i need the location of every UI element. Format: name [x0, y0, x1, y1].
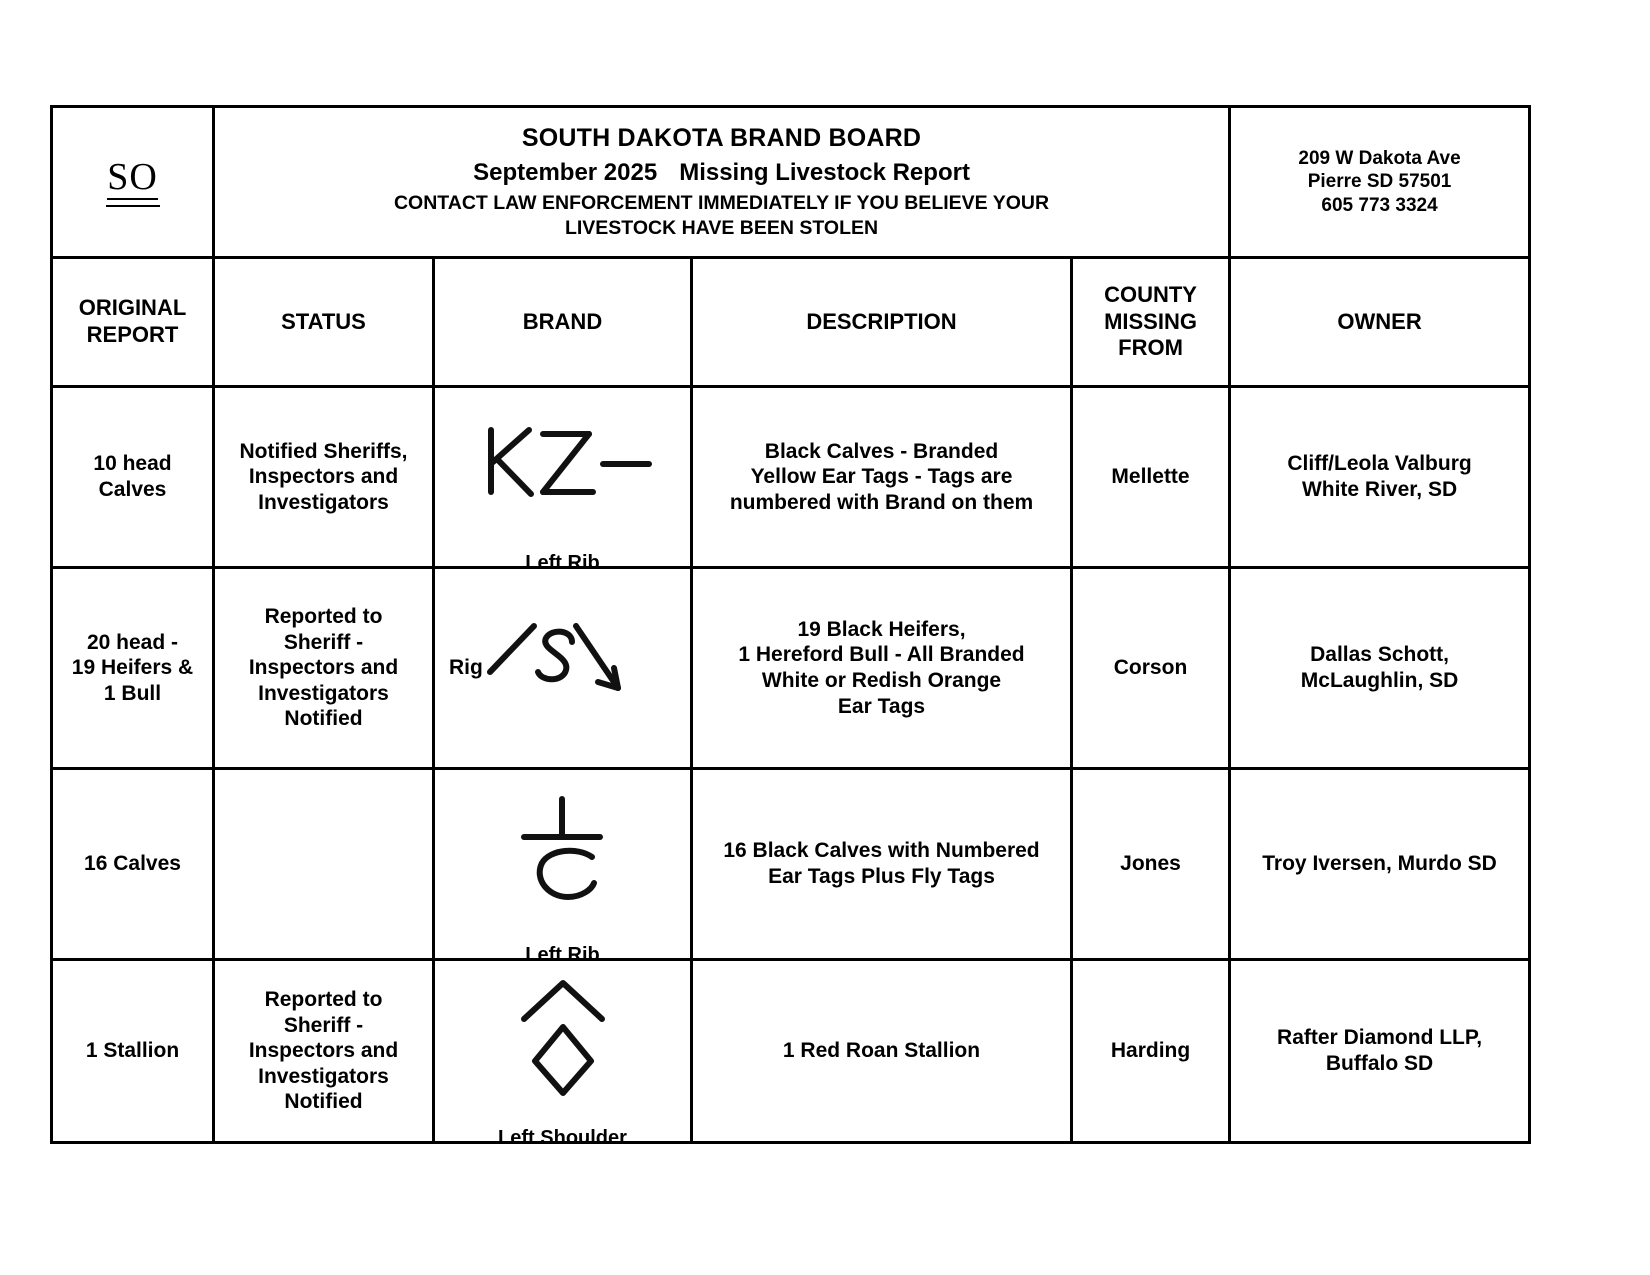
cell-original-report — [52, 960, 214, 1143]
cell-owner — [1230, 769, 1530, 960]
cell-original-report — [52, 769, 214, 960]
table-row — [52, 769, 1530, 960]
status-line2: Sheriff - — [283, 630, 364, 654]
t-over-c-brand-icon — [441, 761, 684, 941]
owner-line2: McLaughlin, SD — [1300, 669, 1459, 692]
cell-description — [692, 769, 1072, 960]
table-column-headers — [52, 258, 1530, 387]
address-phone: 605 773 3324 — [1321, 194, 1438, 216]
cell-owner — [1230, 568, 1530, 769]
column-header-original-report-line2: REPORT — [86, 322, 179, 347]
kz-brand-icon — [441, 379, 684, 549]
rafter-diamond-brand-icon — [441, 952, 684, 1124]
cell-status — [214, 568, 434, 769]
column-header-original-report-line1: ORIGINAL — [78, 295, 187, 321]
org-title: SOUTH DAKOTA BRAND BOARD — [521, 123, 922, 152]
owner-line1: Cliff/Leola Valburg — [1287, 452, 1472, 476]
table-row — [52, 960, 1530, 1143]
agency-address-cell — [1230, 107, 1530, 258]
status-line1: Reported to — [264, 604, 383, 628]
status-line2: Sheriff - — [283, 1013, 364, 1037]
description-line1: Black Calves - Branded — [764, 439, 999, 463]
original-report-line1: 16 Calves — [84, 852, 181, 876]
status-line4: Investigators — [258, 681, 389, 705]
original-report-line1: 10 head — [93, 452, 172, 476]
owner-line1: Dallas Schott, — [1310, 643, 1449, 667]
original-report-line2: Calves — [98, 478, 167, 501]
status-line2: Inspectors and — [248, 465, 399, 489]
description-line1: 1 Red Roan Stallion — [782, 1039, 981, 1063]
document-title-cell — [214, 107, 1230, 258]
status-line5: Notified — [284, 707, 363, 731]
law-enforcement-notice — [221, 191, 1222, 241]
cell-original-report — [52, 387, 214, 568]
cell-brand — [434, 568, 692, 769]
column-header-county-line3: FROM — [1118, 335, 1183, 361]
description-line2: Ear Tags Plus Fly Tags — [768, 865, 995, 888]
description-line3: White or Redish Orange — [761, 669, 1002, 692]
brand-location: Left Shoulder — [498, 1126, 627, 1149]
cell-status — [214, 769, 434, 960]
cell-original-report — [52, 568, 214, 769]
status-line5: Notified — [284, 1090, 363, 1114]
cell-brand — [434, 387, 692, 574]
missing-livestock-table — [50, 105, 1531, 1149]
status-line3: Inspectors and — [248, 656, 399, 680]
column-header-status: STATUS — [214, 258, 434, 387]
status-line3: Investigators — [258, 490, 389, 514]
status-line3: Inspectors and — [248, 1039, 399, 1063]
cell-status — [214, 387, 434, 568]
address-street: 209 W Dakota Ave — [1298, 148, 1461, 170]
cell-description — [692, 387, 1072, 568]
status-line1: Reported to — [264, 987, 383, 1011]
cell-owner — [1230, 387, 1530, 568]
status-line1: Notified Sheriffs, — [239, 439, 408, 463]
description-line3: numbered with Brand on them — [729, 490, 1034, 514]
table-row — [52, 387, 1530, 568]
column-header-brand: BRAND — [434, 258, 692, 387]
original-report-line1: 1 Stallion — [85, 1039, 180, 1063]
report-type: Missing Livestock Report — [679, 159, 970, 187]
cell-county: Harding — [1072, 960, 1230, 1143]
status-line4: Investigators — [258, 1064, 389, 1088]
owner-line1: Troy Iversen, Murdo SD — [1262, 852, 1497, 876]
column-header-description: DESCRIPTION — [692, 258, 1072, 387]
brand-prefix-label: Rig — [449, 656, 483, 680]
cell-county: Jones — [1072, 769, 1230, 960]
brand-location: Left Rib — [525, 943, 600, 966]
table-header-band — [52, 107, 1530, 258]
owner-line1: Rafter Diamond LLP, — [1277, 1026, 1483, 1050]
original-report-line1: 20 head - — [86, 630, 179, 654]
cell-description — [692, 960, 1072, 1143]
table-row — [52, 568, 1530, 769]
cell-description — [692, 568, 1072, 769]
report-month: September 2025 — [473, 159, 658, 187]
cell-brand — [434, 769, 692, 966]
report-subtitle — [221, 158, 1222, 187]
description-line1: 19 Black Heifers, — [797, 617, 966, 641]
brand-board-logo-cell — [52, 107, 214, 258]
brand-location: Left Rib — [525, 551, 600, 574]
logo-underline — [106, 205, 160, 207]
column-header-county-line2: MISSING — [1104, 308, 1197, 334]
notice-line-2: LIVESTOCK HAVE BEEN STOLEN — [564, 217, 879, 240]
address-city-state-zip: Pierre SD 57501 — [1307, 171, 1452, 193]
original-report-line2: 19 Heifers & — [71, 656, 194, 680]
cell-county: Mellette — [1072, 387, 1230, 568]
column-header-county-line1: COUNTY — [1104, 281, 1197, 307]
column-header-county — [1072, 258, 1230, 387]
description-line2: 1 Hereford Bull - All Branded — [738, 643, 1025, 667]
cell-brand — [434, 960, 692, 1149]
cell-status — [214, 960, 434, 1143]
cell-county: Corson — [1072, 568, 1230, 769]
column-header-original-report — [52, 258, 214, 387]
notice-line-1: CONTACT LAW ENFORCEMENT IMMEDIATELY IF YOU BELIEVE YOUR — [393, 192, 1050, 215]
description-line4: Ear Tags — [837, 694, 926, 718]
column-header-owner: OWNER — [1230, 258, 1530, 387]
original-report-line3: 1 Bull — [103, 681, 162, 705]
description-line2: Yellow Ear Tags - Tags are — [750, 465, 1013, 489]
owner-line2: White River, SD — [1301, 478, 1458, 501]
so-logo: SO — [107, 155, 158, 198]
owner-line2: Buffalo SD — [1325, 1052, 1434, 1075]
cell-owner — [1230, 960, 1530, 1143]
description-line1: 16 Black Calves with Numbered — [723, 839, 1040, 863]
